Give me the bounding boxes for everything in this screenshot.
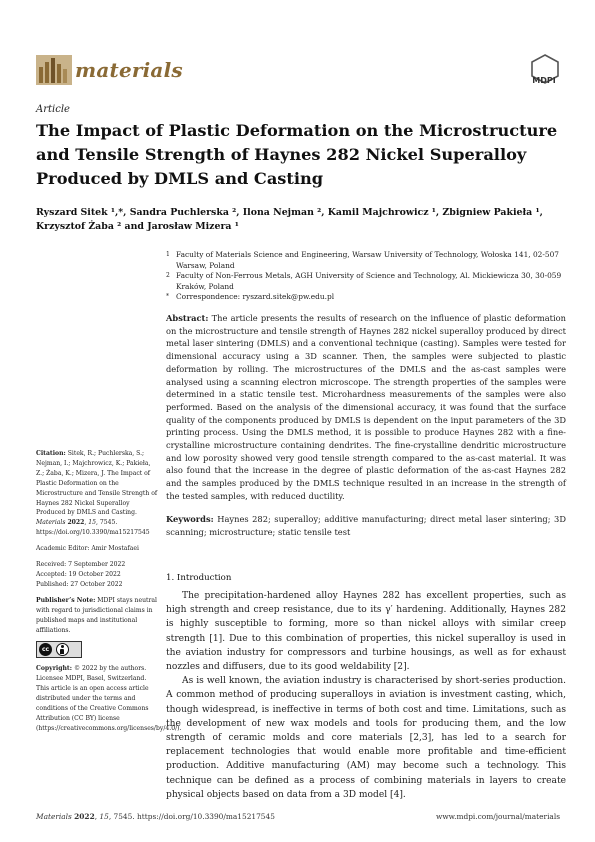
keywords-text: Haynes 282; superalloy; additive manufacturing; direct metal laser sintering; 3D scanning; microstructure; static tensile test bbox=[166, 514, 566, 537]
publisher-name: MDPI bbox=[532, 76, 556, 85]
abstract bbox=[166, 312, 566, 503]
citation-doi[interactable]: , 7545. https://doi.org/10.3390/ma15217545 bbox=[36, 519, 150, 537]
paragraph: As is well known, the aviation industry is characterised by short-series production. A common method of producing superalloys in aviation is investment casting, which, though widespread, is ineffective in terms of both cost and time. Limitations, such as the development of new wax models and tools for producing them, and the low strength of ceramic molds and core materials [2,3], has led to a search for replacement technologies that would enable more profitable and time-efficient production. Additive manufacturing (AM) may become such a technology. This technique can be defined as a process of combining materials in layers to create physical objects based on data from a 3D model [4]. bbox=[166, 676, 566, 800]
journal-name: materials bbox=[75, 58, 183, 82]
accepted-date: Accepted: 19 October 2022 bbox=[36, 570, 121, 578]
copyright bbox=[36, 664, 182, 733]
citation-label: Citation: bbox=[36, 450, 66, 457]
journal-url-link[interactable]: www.mdpi.com/journal/materials bbox=[436, 812, 560, 821]
citation: Citation: Sitek, R.; Puchlerska, S.; Nejman, I.; Majchrowicz, K.; Pakieła, Z.; Żaba, K.; Mizera, J. The Impact of Plastic Deformation on the Microstructure and Tensile Strength of Haynes 282 Nickel Superalloy Produced by DMLS and Casting. Materials 2022, 15, 7545. https://doi.org/10.3390/ma15217545 bbox=[36, 450, 158, 537]
cc-part bbox=[37, 642, 54, 657]
affiliations bbox=[166, 250, 566, 303]
paragraph: The precipitation-hardened alloy Haynes 282 has excellent properties, such as high strength and creep resistance, due to its γ′ hardening. Additionally, Haynes 282 is highly susceptible to forming, more so than nickel alloys with similar creep strength [1]. Due to this combination of properties, this nickel superalloy is used in the aviation industry for compressors and turbine housings, as well as for exhaust nozzles and diffusers, due to its good weldability [2]. bbox=[166, 591, 566, 673]
author-list: Ryszard Sitek ¹,*, Sandra Puchlerska ², Ilona Nejman ², Kamil Majchrowicz ¹, Zbigniew Pakieła ¹, Krzysztof Żaba ² and Jarosław Mizera ¹ bbox=[36, 207, 543, 232]
received-date: Received: 7 September 2022 bbox=[36, 561, 126, 569]
attribution-person-icon bbox=[56, 643, 69, 656]
affiliation-text: Faculty of Non-Ferrous Metals, AGH University of Science and Technology, Al. Mickiewicza 30, 30-059 Kraków, Poland bbox=[176, 271, 562, 291]
footer-volume: 15 bbox=[99, 812, 109, 821]
published-date: Published: 27 October 2022 bbox=[36, 580, 123, 588]
affiliation-mark: 2 bbox=[166, 272, 170, 280]
article-type: Article bbox=[36, 104, 70, 115]
publisher-note bbox=[36, 596, 158, 636]
footer-citation: Materials 2022, 15, 7545. https://doi.org/10.3390/ma15217545 bbox=[36, 812, 275, 821]
footer-journal: Materials bbox=[36, 812, 72, 821]
footer-year: 2022 bbox=[74, 812, 95, 821]
correspondence-text: Correspondence: ryszard.sitek@pw.edu.pl bbox=[176, 292, 335, 302]
citation-year: 2022 bbox=[67, 519, 85, 527]
correspondence bbox=[166, 292, 566, 303]
citation-journal: Materials bbox=[36, 519, 66, 527]
footer-doi[interactable]: , 7545. https://doi.org/10.3390/ma15217545 bbox=[108, 812, 275, 821]
creative-commons-icon: cc bbox=[39, 643, 52, 656]
publisher-note-text: MDPI stays neutral with regard to jurisdictional claims in published maps and institutional affiliations. bbox=[36, 596, 157, 634]
article-title: The Impact of Plastic Deformation on the Microstructure and Tensile Strength of Haynes 282 Nickel Superalloy Produced by DMLS and Casting bbox=[36, 121, 558, 188]
journal-header bbox=[36, 50, 562, 90]
by-part bbox=[54, 642, 71, 657]
affiliation-text: Faculty of Materials Science and Engineering, Warsaw University of Technology, Wołoska 141, 02-507 Warsaw, Poland bbox=[176, 250, 559, 270]
page-footer bbox=[36, 812, 560, 821]
publication-dates bbox=[36, 560, 158, 590]
copyright-label: Copyright: bbox=[36, 665, 72, 673]
affiliation-2 bbox=[166, 271, 566, 292]
keywords-label: Keywords: bbox=[166, 514, 214, 524]
affiliation-1 bbox=[166, 250, 566, 271]
introduction-body bbox=[166, 589, 566, 802]
section-heading-introduction: 1. Introduction bbox=[166, 573, 232, 583]
keywords bbox=[166, 513, 566, 538]
left-sidebar bbox=[36, 449, 182, 740]
publisher-note-label: Publisher’s Note: bbox=[36, 596, 96, 604]
abstract-text: The article presents the results of research on the influence of plastic deformation on the microstructure and tensile strength of Haynes 282 nickel superalloy produced by direct metal laser sintering (DMLS) and a conventional technique (casting). Samples were tested for dimensional accuracy using a 3D scanner. Then, the samples were subjected to plastic deformation by rolling. The microstructures of the DMLS and the as-cast samples were analysed using a scanning electron microscope. The strength properties of the samples were determined in a static tensile test. Microhardness measurements of the samples were also performed. Based on the analysis of the dimensional accuracy, it was found that the surface quality of the components produced by DMLS is dependent on the input parameters of the 3D printing process. Using the DMLS method, it is possible to produce Haynes 282 with a fine-crystalline microstructure containing dendrites. The fine-crystalline dendritic microstructure and low porosity showed very good tensile strength compared to the as-cast material. It was also found that the increase in the degree of plastic deformation of the as-cast Haynes 282 and the samples produced by the DMLS technique resulted in an increase in the strength of the tested samples, with reduced ductility. bbox=[166, 313, 566, 501]
affiliation-mark: * bbox=[166, 293, 169, 301]
affiliation-mark: 1 bbox=[166, 251, 170, 258]
cc-by-license-badge[interactable] bbox=[36, 641, 82, 658]
academic-editor: Academic Editor: Amir Mostafaei bbox=[36, 545, 139, 553]
abstract-label: Abstract: bbox=[166, 313, 209, 323]
copyright-text: © 2022 by the authors. Licensee MDPI, Basel, Switzerland. This article is an open access article distributed under the terms and conditions of the Creative Commons Attribution (CC BY) license (https://creativecommons.org/licenses/by/4.0/). bbox=[36, 665, 182, 732]
materials-logo-icon bbox=[36, 55, 72, 85]
citation-text: Sitek, R.; Puchlerska, S.; Nejman, I.; Majchrowicz, K.; Pakieła, Z.; Żaba, K.; Mizera, J. The Impact of Plastic Deformation on the Microstructure and Tensile Strength of Haynes 282 Nickel Superalloy Produced by DMLS and Casting. bbox=[36, 450, 158, 517]
citation-volume: 15 bbox=[88, 519, 97, 527]
